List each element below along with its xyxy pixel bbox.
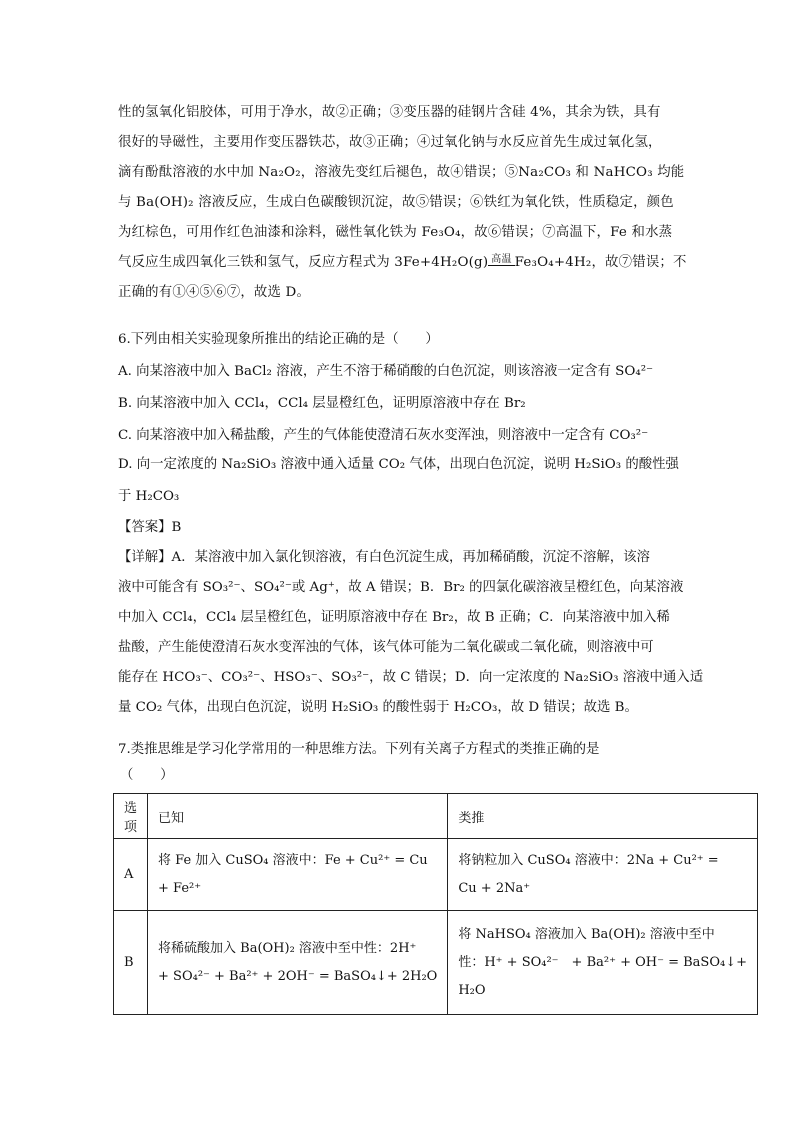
cell-line: 将稀硫酸加入 Ba(OH)₂ 溶液中至中性：2H⁺ — [158, 940, 417, 956]
table-header-known: 已知 — [148, 794, 448, 839]
text-line: 与 Ba(OH)₂ 溶液反应，生成白色碳酸钡沉淀，故⑤错误；⑥铁红为氧化铁，性质稳定，颜色 — [118, 195, 674, 210]
question-6-option-d: D. 向一定浓度的 Na₂SiO₃ 溶液中通入适量 CO₂ 气体，出现白色沉淀，说明 H₂SiO₃ 的酸性强 — [118, 457, 679, 472]
cell-line: H₂O — [458, 982, 486, 998]
text-line: 量 CO₂ 气体，出现白色沉淀，说明 H₂SiO₃ 的酸性弱于 H₂CO₃，故 D 错误；故选 B。 — [118, 700, 638, 715]
question-7-title: 7.类推思维是学习化学常用的一种思维方法。下列有关离子方程式的类推正确的是 — [118, 742, 600, 757]
table-header-row — [114, 794, 758, 839]
question-6-detail — [118, 543, 704, 723]
equation-text-before: 气反应生成四氧化三铁和氢气，反应方程式为 3Fe+4H₂O(g) — [118, 255, 489, 270]
question-6-option-a: A. 向某溶液中加入 BaCl₂ 溶液，产生不溶于稀硝酸的白色沉淀，则该溶液一定含有 SO₄²⁻ — [118, 364, 654, 379]
text-line: 滴有酚酞溶液的水中加 Na₂O₂，溶液先变红后褪色，故④错误；⑤Na₂CO₃ 和 NaHCO₃ 均能 — [118, 165, 685, 180]
text-line: 【详解】A．某溶液中加入氯化钡溶液，有白色沉淀生成，再加稀硝酸，沉淀不溶解，该溶 — [118, 550, 650, 565]
row-option-label: B — [114, 911, 148, 1015]
reaction-condition: 高温 — [488, 255, 514, 266]
row-known-cell — [148, 839, 448, 911]
question-6-option-d-cont: 于 H₂CO₃ — [118, 489, 180, 504]
cell-line: + Fe²⁺ — [158, 880, 202, 896]
row-analogy-cell — [448, 911, 758, 1015]
question-6-option-b: B. 向某溶液中加入 CCl₄，CCl₄ 层显橙红色，证明原溶液中存在 Br₂ — [118, 396, 526, 411]
cell-line: Cu + 2Na⁺ — [458, 880, 531, 896]
text-line: 中加入 CCl₄，CCl₄ 层呈橙红色，证明原溶液中存在 Br₂，故 B 正确；C．向某溶液中加入稀 — [118, 610, 670, 625]
explanation-paragraph — [118, 98, 687, 308]
question-6-title: 6.下列由相关实验现象所推出的结论正确的是（ ） — [118, 332, 439, 347]
cell-line: + SO₄²⁻ + Ba²⁺ + 2OH⁻ = BaSO₄↓+ 2H₂O — [158, 968, 438, 984]
table-header-option: 选项 — [114, 794, 148, 839]
text-line: 为红棕色，可用作红色油漆和涂料，磁性氧化铁为 Fe₃O₄，故⑥错误；⑦高温下，Fe 和水蒸 — [118, 225, 673, 240]
equation-text-after: Fe₃O₄+4H₂，故⑦错误；不 — [514, 255, 687, 270]
analogy-table — [113, 793, 758, 1015]
text-line: 正确的有①④⑤⑥⑦，故选 D。 — [118, 285, 311, 300]
row-option-label: A — [114, 839, 148, 911]
text-line: 液中可能含有 SO₃²⁻、SO₄²⁻或 Ag⁺，故 A 错误；B．Br₂ 的四氯化碳溶液呈橙红色，向某溶液 — [118, 580, 684, 595]
question-7-answer-paren: （ ） — [120, 768, 174, 783]
row-analogy-cell — [448, 839, 758, 911]
cell-line: 将 NaHSO₄ 溶液加入 Ba(OH)₂ 溶液中至中 — [458, 926, 715, 942]
text-line: 盐酸，产生能使澄清石灰水变浑浊的气体，该气体可能为二氧化碳或二氧化硫，则溶液中可 — [118, 640, 654, 655]
question-6-answer: 【答案】B — [118, 520, 182, 535]
table-row — [114, 911, 758, 1015]
cell-line: 将钠粒加入 CuSO₄ 溶液中：2Na + Cu²⁺ = — [458, 852, 719, 868]
question-6-option-c: C. 向某溶液中加入稀盐酸，产生的气体能使澄清石灰水变浑浊，则溶液中一定含有 CO₃²⁻ — [118, 428, 649, 443]
table-row — [114, 839, 758, 911]
equation-line — [118, 248, 687, 278]
cell-line: 将 Fe 加入 CuSO₄ 溶液中：Fe + Cu²⁺ = Cu — [158, 852, 428, 868]
text-line: 性的氢氧化铝胶体，可用于净水，故②正确；③变压器的硅钢片含硅 4%，其余为铁，具有 — [118, 105, 661, 120]
text-line: 很好的导磁性，主要用作变压器铁芯，故③正确；④过氧化钠与水反应首先生成过氧化氢， — [118, 135, 662, 150]
table-header-analogy: 类推 — [448, 794, 758, 839]
row-known-cell — [148, 911, 448, 1015]
cell-line: 性：H⁺ + SO₄²⁻ + Ba²⁺ + OH⁻ = BaSO₄↓+ — [458, 954, 747, 970]
text-line: 能存在 HCO₃⁻、CO₃²⁻、HSO₃⁻、SO₃²⁻，故 C 错误；D．向一定浓度的 Na₂SiO₃ 溶液中通入适 — [118, 670, 704, 685]
